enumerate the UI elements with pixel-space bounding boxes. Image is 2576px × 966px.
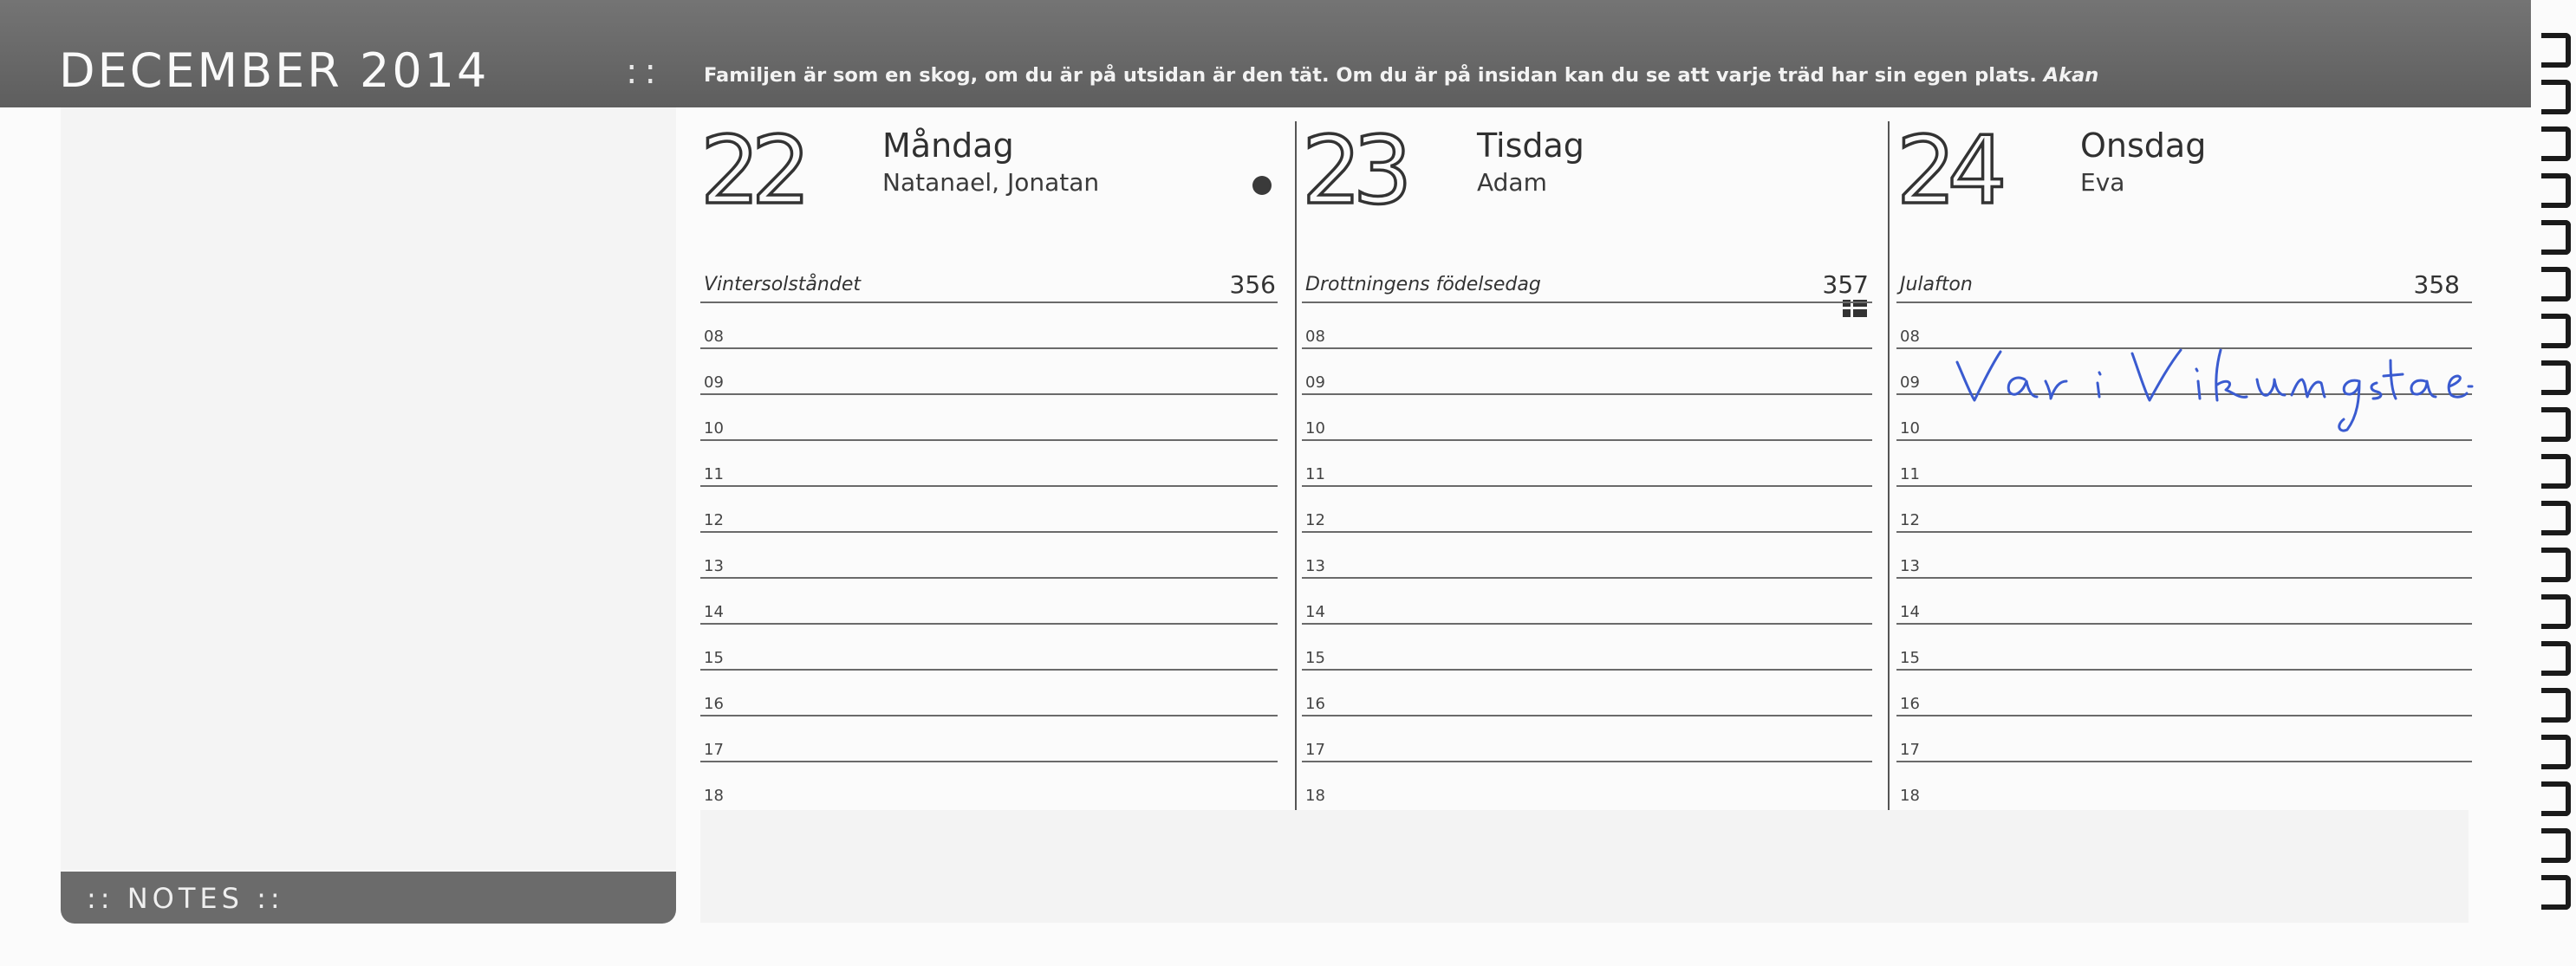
quote (704, 64, 2098, 87)
hour-label: 17 (704, 741, 724, 759)
hour-label: 13 (704, 557, 724, 575)
event-name: Vintersolståndet (704, 274, 861, 295)
dot-marker (1252, 176, 1272, 195)
binding-ring (2541, 828, 2571, 863)
name-days: Adam (1477, 168, 1547, 197)
binding-ring (2541, 173, 2571, 208)
hour-label: 14 (1900, 603, 1920, 621)
bleed-through-area (700, 810, 2469, 923)
hour-slot[interactable] (1302, 669, 1872, 671)
hour-slot[interactable] (1302, 439, 1872, 441)
hour-slot[interactable] (700, 485, 1278, 487)
hour-label: 11 (704, 465, 724, 483)
hour-label: 09 (1900, 373, 1920, 392)
hour-slot[interactable] (700, 531, 1278, 533)
binding-ring (2541, 688, 2571, 723)
binding-ring (2541, 360, 2571, 395)
hour-label: 14 (1305, 603, 1325, 621)
name-days: Natanael, Jonatan (882, 168, 1100, 197)
hour-slot[interactable] (700, 347, 1278, 349)
hour-slot[interactable] (1896, 669, 2472, 671)
day-of-year: 356 (1229, 270, 1276, 299)
hour-slot[interactable] (1896, 761, 2472, 762)
hour-slot[interactable] (1896, 531, 2472, 533)
notes-area (61, 107, 676, 870)
header-rule (1896, 301, 2472, 303)
column-divider (1888, 121, 1890, 810)
hour-slot[interactable] (1302, 761, 1872, 762)
weekday-name: Måndag (882, 126, 1014, 165)
day-of-year: 357 (1822, 270, 1869, 299)
binding-ring (2541, 641, 2571, 676)
day-of-year: 358 (2413, 270, 2460, 299)
hour-slot[interactable] (1896, 485, 2472, 487)
hour-slot[interactable] (1896, 715, 2472, 716)
binding-ring (2541, 501, 2571, 535)
hour-label: 10 (1900, 419, 1920, 438)
quote-text: Familjen är som en skog, om du är på utsidan är den tät. Om du är på insidan kan du se att varje träd har sin egen plats. (704, 64, 2037, 87)
binding-ring (2541, 735, 2571, 769)
month-title: DECEMBER 2014 (59, 43, 490, 98)
binding-ring (2541, 407, 2571, 442)
hour-label: 15 (704, 649, 724, 667)
hour-label: 13 (1900, 557, 1920, 575)
weekday-name: Onsdag (2080, 126, 2207, 165)
binding-ring (2541, 781, 2571, 816)
notes-bar (61, 872, 676, 924)
hour-label: 10 (704, 419, 724, 438)
hour-label: 14 (704, 603, 724, 621)
binding-ring (2541, 454, 2571, 489)
binding-ring (2541, 33, 2571, 68)
hour-label: 11 (1305, 465, 1325, 483)
hour-slot[interactable] (700, 439, 1278, 441)
binding-ring (2541, 80, 2571, 114)
hour-slot[interactable] (1302, 393, 1872, 395)
notes-label: :: NOTES :: (87, 882, 284, 915)
binding-ring (2541, 267, 2571, 301)
binding-ring (2541, 548, 2571, 582)
hour-label: 16 (704, 695, 724, 713)
hour-label: 08 (1305, 327, 1325, 346)
hour-slot[interactable] (700, 577, 1278, 579)
hour-label: 16 (1305, 695, 1325, 713)
hour-label: 08 (1900, 327, 1920, 346)
hour-label: 12 (704, 511, 724, 529)
hour-slot[interactable] (700, 623, 1278, 625)
hour-label: 18 (704, 787, 724, 805)
column-divider (1295, 121, 1297, 810)
binding-ring (2541, 594, 2571, 629)
hour-slot[interactable] (1302, 531, 1872, 533)
hour-slot[interactable] (1302, 715, 1872, 716)
name-days: Eva (2080, 168, 2125, 197)
weekday-name: Tisdag (1477, 126, 1584, 165)
event-name: Julafton (1900, 274, 1973, 295)
hour-label: 16 (1900, 695, 1920, 713)
day-number: 24 (1896, 117, 1999, 225)
binding-ring (2541, 126, 2571, 161)
hour-label: 17 (1305, 741, 1325, 759)
hour-slot[interactable] (1302, 623, 1872, 625)
binding-ring (2541, 220, 2571, 255)
hour-slot[interactable] (1896, 439, 2472, 441)
header-rule (700, 301, 1278, 303)
hour-label: 12 (1900, 511, 1920, 529)
day-column-24 (1896, 107, 2469, 809)
hour-label: 15 (1305, 649, 1325, 667)
hour-label: 18 (1900, 787, 1920, 805)
hour-label: 09 (1305, 373, 1325, 392)
hour-slot[interactable] (700, 715, 1278, 716)
hour-slot[interactable] (1302, 485, 1872, 487)
binding-ring (2541, 314, 2571, 348)
hour-slot[interactable] (700, 393, 1278, 395)
hour-label: 12 (1305, 511, 1325, 529)
hour-slot[interactable] (700, 669, 1278, 671)
day-number: 22 (700, 117, 803, 225)
hour-slot[interactable] (1302, 577, 1872, 579)
header-separator: :: (626, 52, 663, 92)
hour-slot[interactable] (1896, 577, 2472, 579)
hour-slot[interactable] (1896, 623, 2472, 625)
hour-label: 13 (1305, 557, 1325, 575)
hour-slot[interactable] (1302, 347, 1872, 349)
hour-label: 08 (704, 327, 724, 346)
event-name: Drottningens födelsedag (1305, 274, 1541, 295)
hour-slot[interactable] (700, 761, 1278, 762)
day-number: 23 (1302, 117, 1404, 225)
hour-label: 10 (1305, 419, 1325, 438)
day-column-22 (700, 107, 1290, 809)
hour-label: 17 (1900, 741, 1920, 759)
header-rule (1302, 301, 1872, 303)
binding-ring (2541, 875, 2571, 910)
day-column-23 (1302, 107, 1874, 809)
hour-label: 18 (1305, 787, 1325, 805)
quote-author: Akan (2043, 64, 2099, 87)
hour-label: 11 (1900, 465, 1920, 483)
hour-label: 15 (1900, 649, 1920, 667)
hour-label: 09 (704, 373, 724, 392)
handwritten-entry (1952, 343, 2489, 438)
